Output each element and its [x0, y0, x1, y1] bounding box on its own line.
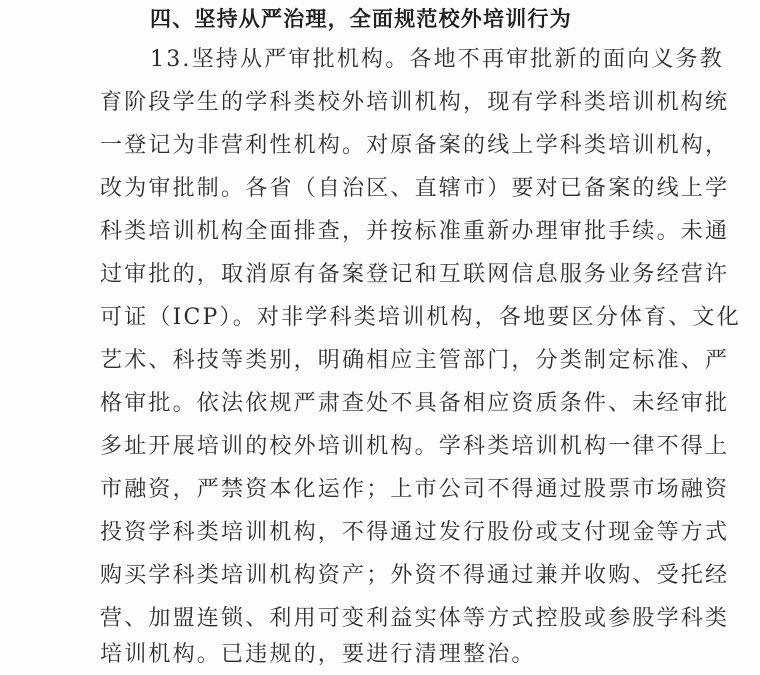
section-heading: 四、坚持从严治理，全面规范校外培训行为 [150, 7, 572, 31]
paragraph-line-9: 格审批。依法依规严肃查处不具备相应资质条件、未经审批 [100, 391, 730, 416]
paragraph-line-14: 营、加盟连锁、利用可变利益实体等方式控股或参股学科类 [100, 606, 730, 631]
paragraph-line-5: 科类培训机构全面排查，并按标准重新办理审批手续。未通 [100, 219, 730, 244]
paragraph-line-6: 过审批的，取消原有备案登记和互联网信息服务业务经营许 [100, 262, 730, 287]
paragraph-line-13: 购买学科类培训机构资产；外资不得通过兼并收购、受托经 [100, 563, 730, 588]
paragraph-line-1: 13.坚持从严审批机构。各地不再审批新的面向义务教 [150, 47, 724, 72]
paragraph-line-7: 可证（ICP）。对非学科类培训机构，各地要区分体育、文化 [100, 305, 741, 330]
paragraph-line-11: 市融资，严禁资本化运作；上市公司不得通过股票市场融资 [100, 477, 730, 502]
paragraph-line-10: 多址开展培训的校外培训机构。学科类培训机构一律不得上 [100, 434, 730, 459]
paragraph-line-2: 育阶段学生的学科类校外培训机构，现有学科类培训机构统 [100, 90, 730, 115]
paragraph-line-3: 一登记为非营利性机构。对原备案的线上学科类培训机构， [100, 133, 730, 158]
paragraph-line-15: 培训机构。已违规的，要进行清理整治。 [100, 642, 536, 667]
paragraph-line-12: 投资学科类培训机构，不得通过发行股份或支付现金等方式 [100, 520, 730, 545]
paragraph-line-8: 艺术、科技等类别，明确相应主管部门，分类制定标准、严 [100, 348, 730, 373]
paragraph-line-4: 改为审批制。各省（自治区、直辖市）要对已备案的线上学 [100, 176, 730, 201]
